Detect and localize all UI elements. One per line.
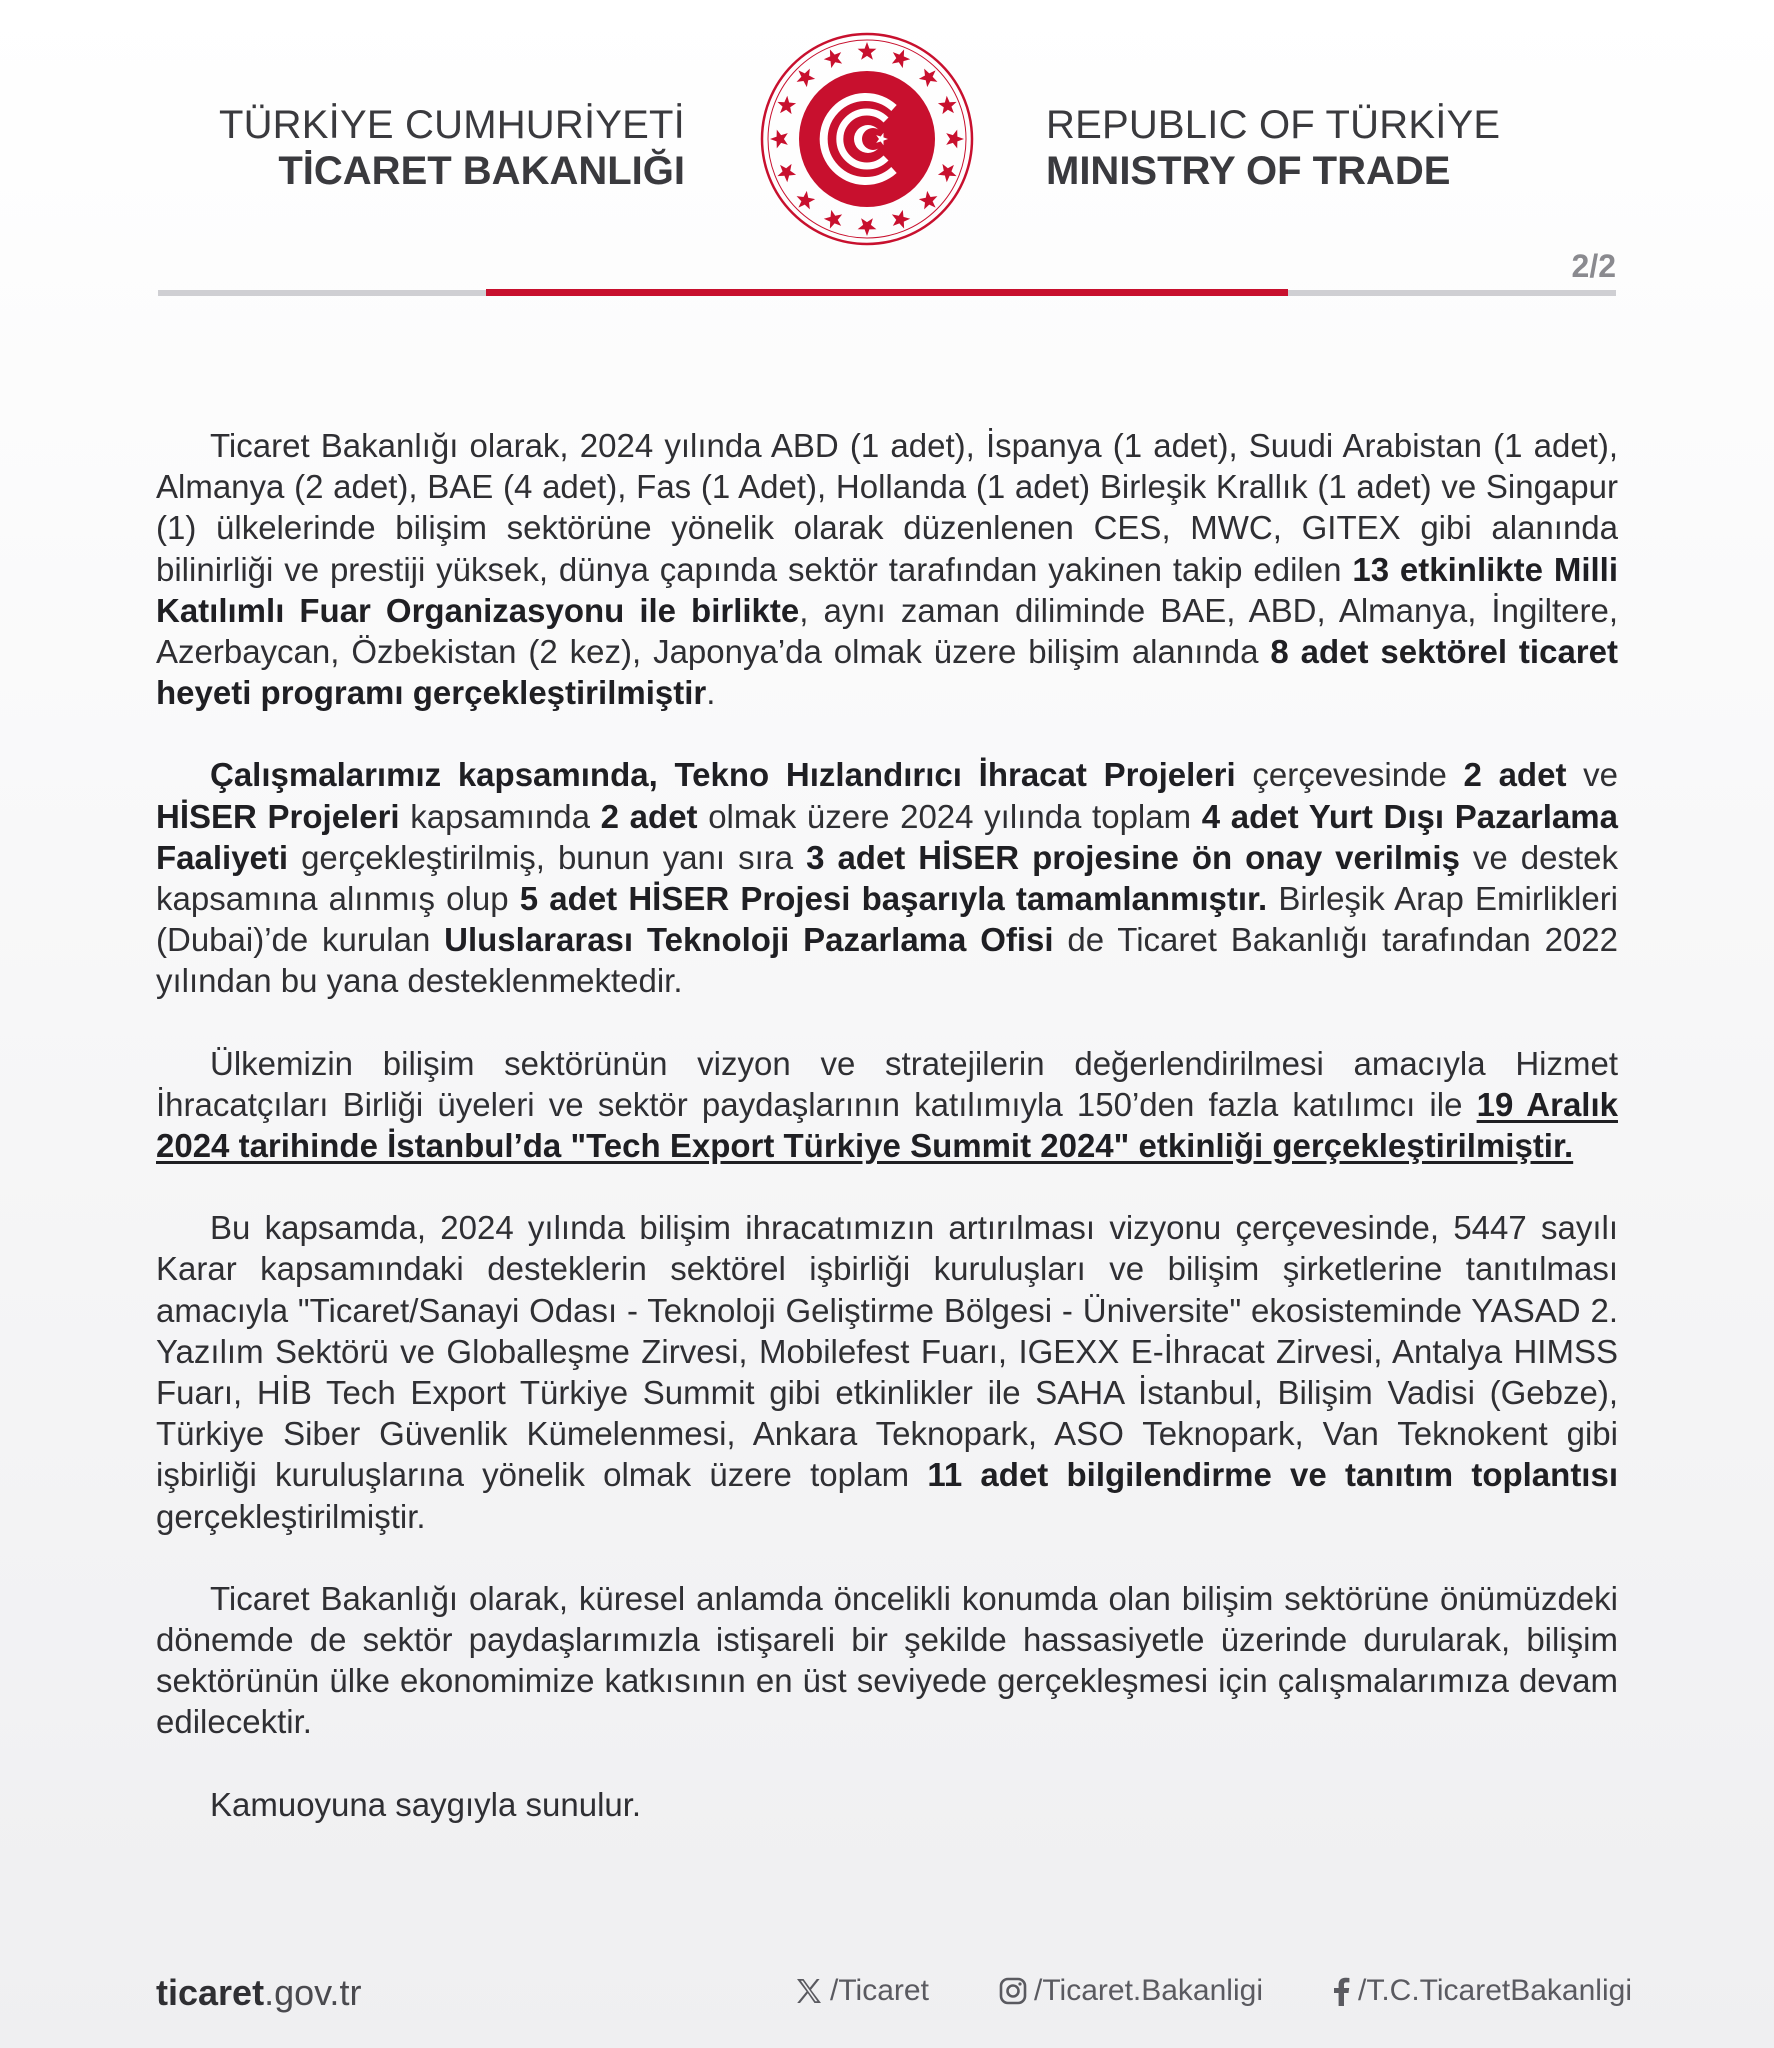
press-release-body [156,425,1618,1825]
p1-bold-1: 13 etkinlikte Milli Katılımlı Fuar Organizasyonu ile birlikte [156,550,1619,629]
p2-text-1: çerçevesinde [1235,756,1464,794]
p2-bold-4: 2 adet [600,797,698,835]
instagram-handle: /Ticaret.Bakanligi [1034,1974,1263,2007]
ministry-name-en-line2: MINISTRY OF TRADE [1046,149,1451,193]
page-number: 2/2 [1571,248,1616,284]
p2-text-8: de Ticaret Bakanlığı tarafından 2022 yılından bu yana desteklenmektedir. [156,921,1619,1000]
ministry-name-tr-line1: TÜRKİYE CUMHURİYETİ [218,103,685,147]
footer [0,1970,1774,2018]
website-link[interactable] [156,1972,361,2014]
p2-bold-7: 5 adet HİSER Projesi başarıyla tamamlanmıştır. [519,880,1268,918]
p2-text-7: Birleşik Arap Emirlikleri (Dubai)’de kurulan [156,880,1619,959]
p4-bold-1: 11 adet bilgilendirme ve tanıtım toplantısı [927,1456,1618,1494]
x-link[interactable] [794,1974,929,2008]
ministry-name-tr-line2: TİCARET BAKANLIĞI [278,149,685,193]
facebook-icon [1330,1976,1352,2006]
p2-bold-5: 4 adet Yurt Dışı Pazarlama Faaliyeti [156,797,1618,876]
ministry-emblem-icon [758,30,976,248]
facebook-link[interactable] [1330,1974,1632,2008]
p2-bold-3: HİSER Projeleri [156,797,400,835]
closing-line: Kamuoyuna saygıyla sunulur. [210,1785,642,1823]
p2-text-6: ve destek kapsamına alınmış olup [156,838,1619,918]
p2-bold-1: Çalışmalarımız kapsamında, Tekno Hızlandırıcı İhracat Projeleri [210,756,1236,794]
p1-text: Ticaret Bakanlığı olarak, 2024 yılında ABD (1 adet), İspanya (1 adet), Suudi Arabistan (1 adet), Almanya (2 adet), BAE (4 adet), Fas (1 Adet), Hollanda (1 adet) Birleşik Krallık (1 adet) ve Singapur (1) ülkelerinde bilişim sektörüne yönelik olarak düzenlenen CES, MWC, GITEX gibi alanında bilinirliği ve prestiji yüksek, dünya çapında sektör tarafından yakinen takip edilen [156,427,1618,588]
instagram-link[interactable] [998,1974,1263,2008]
p3-bold-underlined: 19 Aralık 2024 tarihinde İstanbul’da "Tech Export Türkiye Summit 2024" etkinliği gerçekleştirilmiştir. [156,1085,1618,1165]
p4-text-2: gerçekleştirilmiştir. [156,1497,426,1535]
paragraph-1 [156,425,1618,713]
ministry-name-en [1046,102,1500,194]
ministry-name-tr [219,102,685,194]
p1-bold-2: 8 adet sektörel ticaret heyeti programı gerçekleştirilmiştir [156,633,1618,712]
p2-bold-8: Uluslararası Teknoloji Pazarlama Ofisi [444,921,1054,959]
p2-text-3: kapsamında [399,797,601,835]
p2-bold-2: 2 adet [1463,756,1567,794]
x-handle: /Ticaret [830,1974,929,2007]
website-name: ticaret [156,1972,265,2013]
instagram-icon [998,1976,1028,2006]
header-divider-accent [486,289,1288,296]
paragraph-5: Ticaret Bakanlığı olarak, küresel anlamda öncelikli konumda olan bilişim sektörüne önümüzdeki dönemde de sektör paydaşlarımızla istişareli bir şekilde hassasiyetle üzerinde durularak, bilişim sektörünün ülke ekonomimize katkısının en üst seviyede gerçekleşmesi için çalışmalarımıza devam edilecektir. [156,1579,1618,1741]
paragraph-3 [156,1043,1618,1167]
facebook-handle: /T.C.TicaretBakanligi [1358,1974,1632,2007]
p4-text: Bu kapsamda, 2024 yılında bilişim ihracatımızın artırılması vizyonu çerçevesinde, 5447 sayılı Karar kapsamındaki desteklerin sektörel işbirliği kuruluşları ve bilişim şirketlerine tanıtılması amacıyla "Ticaret/Sanayi Odası - Teknoloji Geliştirme Bölgesi - Üniversite" ekosisteminde YASAD 2. Yazılım Sektörü ve Globalleşme Zirvesi, Mobilefest Fuarı, IGEXX E-İhracat Zirvesi, Antalya HIMSS Fuarı, HİB Tech Export Türkiye Summit gibi etkinlikler ile SAHA İstanbul, Bilişim Vadisi (Gebze), Türkiye Siber Güvenlik Kümelenmesi, Ankara Teknopark, ASO Teknopark, Van Teknokent gibi işbirliği kuruluşlarına yönelik olmak üzere toplam [156,1209,1618,1494]
p1-text-2: , aynı zaman diliminde BAE, ABD, Almanya, İngiltere, Azerbaycan, Özbekistan (2 kez), Japonya’da olmak üzere bilişim alanında [156,591,1618,671]
p3-text: Ülkemizin bilişim sektörünün vizyon ve stratejilerin değerlendirilmesi amacıyla Hizmet İhracatçıları Birliği üyeleri ve sektör paydaşlarının katılımıyla 150’den fazla katılımcı ile [156,1044,1618,1123]
paragraph-4 [156,1207,1618,1537]
p1-text-3: . [706,674,716,712]
website-domain: .gov.tr [264,1972,362,2013]
p2-text-5: gerçekleştirilmiş, bunun yanı sıra [288,838,807,876]
p2-bold-6: 3 adet HİSER projesine ön onay verilmiş [806,838,1460,876]
p2-text-2: ve [1566,756,1619,794]
paragraph-2 [156,754,1618,1001]
p2-text-4: olmak üzere 2024 yılında toplam [697,797,1202,835]
x-icon [794,1976,824,2006]
ministry-name-en-line1: REPUBLIC OF TÜRKİYE [1046,103,1501,147]
